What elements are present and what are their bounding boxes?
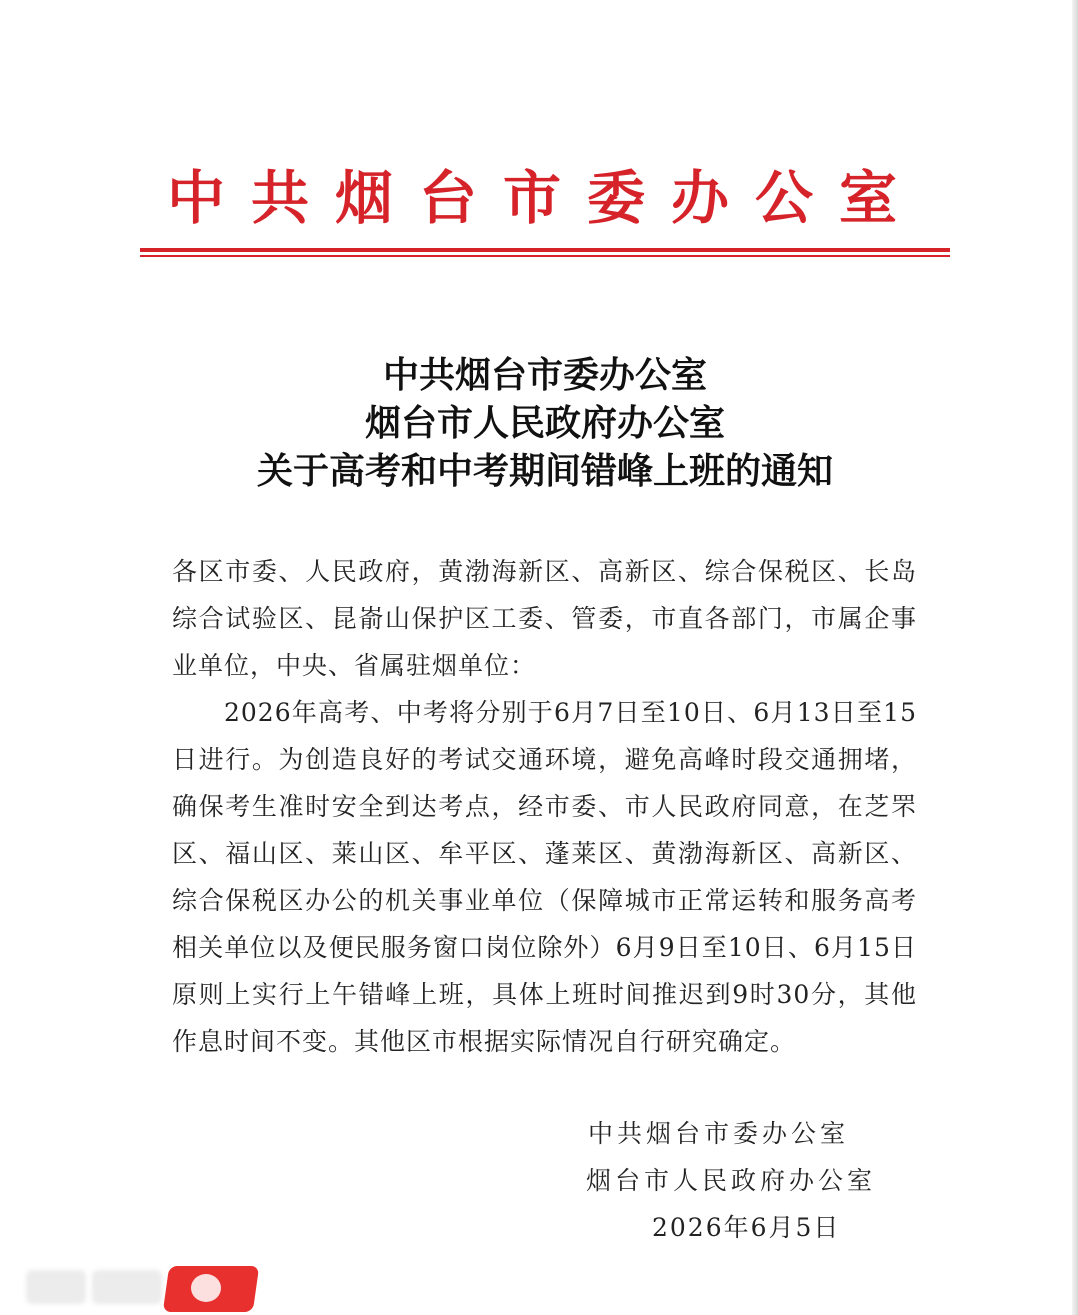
title-line-2: 烟台市人民政府办公室 <box>364 403 725 444</box>
masthead-title: 中共烟台市委办公室 <box>166 164 923 232</box>
signature-block <box>560 1110 890 1251</box>
masthead-rule-thick <box>140 248 950 252</box>
signature-org-2: 烟台市人民政府办公室 <box>586 1166 877 1195</box>
page-edge-shadow <box>1072 0 1078 1315</box>
document-body <box>172 548 917 1065</box>
salutation: 各区市委、人民政府，黄渤海新区、高新区、综合保税区、长岛综合试验区、昆嵛山保护区工委、管委，市直各部门，市属企事业单位，中央、省属驻烟单位： <box>172 557 917 680</box>
title-line-3: 关于高考和中考期间错峰上班的通知 <box>256 451 833 492</box>
signature-org-1: 中共烟台市委办公室 <box>588 1119 850 1148</box>
platform-logo-watermark-icon <box>26 1262 236 1312</box>
document-title <box>140 352 950 496</box>
body-paragraph: 2026年高考、中考将分别于6月7日至10日、6月13日至15日进行。为创造良好的考试交通环境，避免高峰时段交通拥堵，确保考生准时安全到达考点，经市委、市人民政府同意，在芝罘区、福山区、莱山区、牟平区、蓬莱区、黄渤海新区、高新区、综合保税区办公的机关事业单位（保障城市正常运转和服务高考相关单位以及便民服务窗口岗位除外）6月9日至10日、6月15日原则上实行上午错峰上班，具体上班时间推迟到9时30分，其他作息时间不变。其他区市根据实际情况自行研究确定。 <box>172 698 917 1056</box>
masthead-rule-thin <box>140 255 950 257</box>
title-line-1: 中共烟台市委办公室 <box>382 355 707 396</box>
signature-date: 2026年6月5日 <box>652 1213 841 1242</box>
